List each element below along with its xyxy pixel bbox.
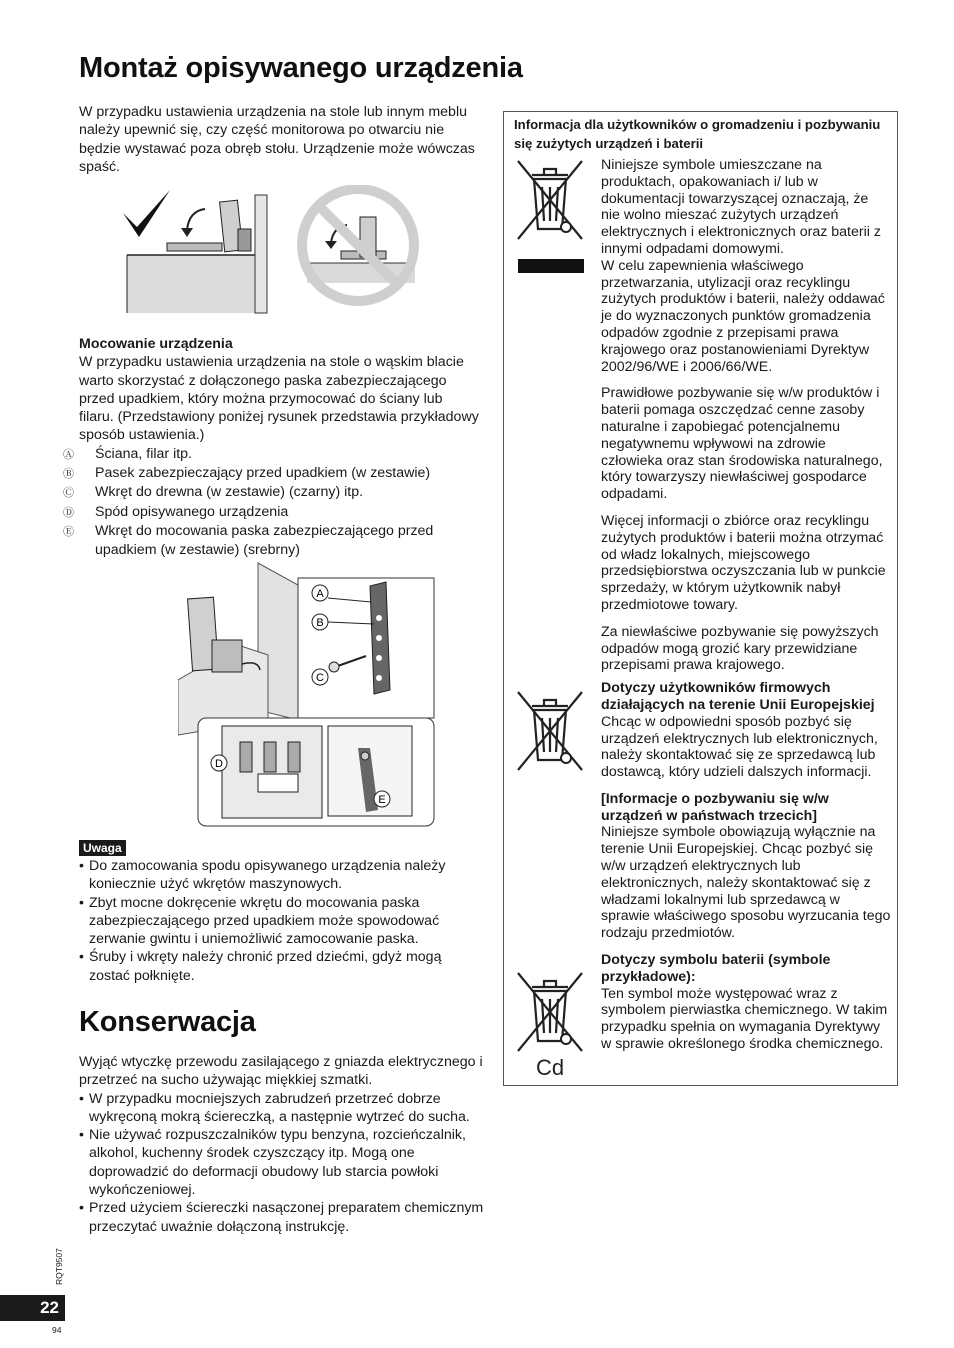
battery-text: Ten symbol może występować wraz z symbolem pierwiastka chemicznego. W takim przypadku spełnia on wymagania Dyrektywy w sprawie określonego środka chemicznego. <box>601 985 888 1053</box>
callout-b: B <box>316 617 324 629</box>
third-countries-heading: [Informacje o pozbywaniu się w/w urządzeń w państwach trzecich] <box>601 790 829 824</box>
callout-c: C <box>316 672 324 684</box>
battery-heading: Dotyczy symbolu baterii (symbole przykładowe): <box>601 952 831 985</box>
doc-code: RQT9507 <box>54 1248 64 1285</box>
callout-e: E <box>378 794 386 806</box>
label-item: Ⓐ Ściana, filar itp. <box>63 445 192 462</box>
mounting-body: W przypadku ustawienia urządzenia na stole o wąskim blacie warto skorzystać z dołączonego paska zabezpieczającego przed upadkiem, który można przymocować do ściany lub filaru. (Przedstawiony poniżej rysunek przedstawia przykładowy sposób ustawienia.) <box>79 354 479 444</box>
list-item: • Przed użyciem ściereczki nasączonej preparatem chemicznym przeczytać uważnie dołączoną instrukcję. <box>79 1199 484 1236</box>
maintenance-section <box>79 1053 484 1236</box>
page-number: 22 <box>0 1295 65 1321</box>
label-item: Ⓑ Pasek zabezpieczający przed upadkiem (w zestawie) <box>63 465 431 482</box>
callout-d: D <box>215 758 223 770</box>
business-text: Chcąc w odpowiedni sposób pozbyć się urządzeń elektrycznych lub elektronicznych, należy skontaktować się ze sprzedawcą lub dostawcą, który udzieli dalszych informacji. <box>601 713 878 781</box>
crossed-bin-icon <box>514 157 586 277</box>
small-page-number: 94 <box>52 1325 62 1335</box>
crossed-bin-cd-icon <box>514 969 586 1081</box>
disposal-info-box <box>503 111 898 1086</box>
section-title-maintenance: Konserwacja <box>79 1006 256 1038</box>
label-item: Ⓒ Wkręt do drewna (w zestawie) (czarny) itp. <box>63 484 364 501</box>
info-text-block <box>601 157 891 1053</box>
page-title: Montaż opisywanego urządzenia <box>79 52 523 84</box>
info-paragraph: Niniejsze symbole umieszczane na produktach, opakowaniach i/ lub w dokumentacji towarzyszącej oznaczają, że nie wolno mieszać zużytych urządzeń elektrycznych i elektronicznych oraz baterii z innymi odpadami domowymi. <box>601 157 881 257</box>
label-item: Ⓔ Wkręt do mocowania paska zabezpieczającego przed upadkiem (w zestawie) (srebrny) <box>63 522 434 559</box>
crossed-bin-icon <box>514 688 586 778</box>
note-badge: Uwaga <box>79 839 126 857</box>
third-countries-text: Niniejsze symbole obowiązują wyłącznie na terenie Unii Europejskiej. Chcąc pozbyć się w/w urządzeń elektrycznych lub elektronicznych, należy skontaktować się z władzami lokalnymi lub sprzedawcą w sprawie właściwego sposobu wyrzucania tego rodzaju przedmiotów. <box>601 824 891 942</box>
check-mark-icon <box>123 190 170 237</box>
mounting-heading: Mocowanie urządzenia <box>79 336 233 352</box>
maintenance-intro: Wyjąć wtyczkę przewodu zasilającego z gniazda elektrycznego i przetrzeć na sucho używając miękkiej szmatki. <box>79 1054 483 1089</box>
list-item: • Zbyt mocne dokręcenie wkrętu do mocowania paska zabezpieczającego przed upadkiem może spowodować zerwanie gwintu i uniemożliwić zamocowanie paska. <box>79 894 479 949</box>
info-paragraph: Prawidłowe pozbywanie się w/w produktów i baterii pomaga oszczędzać cenne zasoby naturalne i zapobiegać potencjalnemu negatywnemu wpływowi na zdrowie człowieka oraz stan środowiska naturalnego, który towarzyszy niewłaściwej gospodarce odpadami. <box>601 385 883 503</box>
business-heading: Dotyczy użytkowników firmowych działających na terenie Unii Europejskiej <box>601 680 875 713</box>
info-box-heading: Informacja dla użytkowników o gromadzeniu i pozbywaniu się zużytych urządzeń i baterii <box>514 117 881 151</box>
intro-paragraph: W przypadku ustawienia urządzenia na stole lub innym meblu należy upewnić się, czy część monitorowa po otwarciu nie będzie wystawać poza obręb stołu. Urządzenie może wówczas spaść. <box>79 104 475 175</box>
note-list <box>79 857 479 985</box>
callout-a: A <box>316 588 324 600</box>
label-item: Ⓓ Spód opisywanego urządzenia <box>63 503 289 520</box>
list-item: • Do zamocowania spodu opisywanego urządzenia należy koniecznie użyć wkrętów maszynowych. <box>79 857 479 894</box>
info-paragraph: Więcej informacji o zbiórce oraz recyklingu zużytych produktów i baterii można otrzymać od władz lokalnych, miejscowego przedsiębiorstwa oczyszczania lub w punkcie sprzedaży, w którym użytkownik nabył przedmiotowe towary. <box>601 512 886 613</box>
mounting-section <box>63 335 479 560</box>
cd-symbol: Cd <box>535 1055 565 1080</box>
info-paragraph: W celu zapewnienia właściwego przetwarzania, utylizacji oraz recyklingu zużytych produktów i baterii, należy oddawać je do wyznaczonych punktów gromadzenia odpadów zgodnie z przepisami prawa krajowego oraz postanowieniami Dyrektyw 2002/96/WE i 2006/66/WE. <box>601 257 885 375</box>
list-item: • W przypadku mocniejszych zabrudzeń przetrzeć dobrze wykręconą mokrą ściereczką, a następnie wytrzeć do sucha. <box>79 1090 484 1127</box>
placement-illustration <box>115 185 435 315</box>
list-item: • Nie używać rozpuszczalników typu benzyna, rozcieńczalnik, alkohol, kuchenny środek czyszczący itp. Mogą one doprowadzić do deformacji obudowy lub starcia powłoki wykończeniowej. <box>79 1126 484 1199</box>
mounting-diagram <box>178 560 438 828</box>
info-paragraph: Za niewłaściwe pozbywanie się powyższych odpadów mogą grozić kary przewidziane przepisami prawa krajowego. <box>601 623 879 674</box>
list-item: • Śruby i wkręty należy chronić przed dziećmi, gdyż mogą zostać połknięte. <box>79 948 479 985</box>
